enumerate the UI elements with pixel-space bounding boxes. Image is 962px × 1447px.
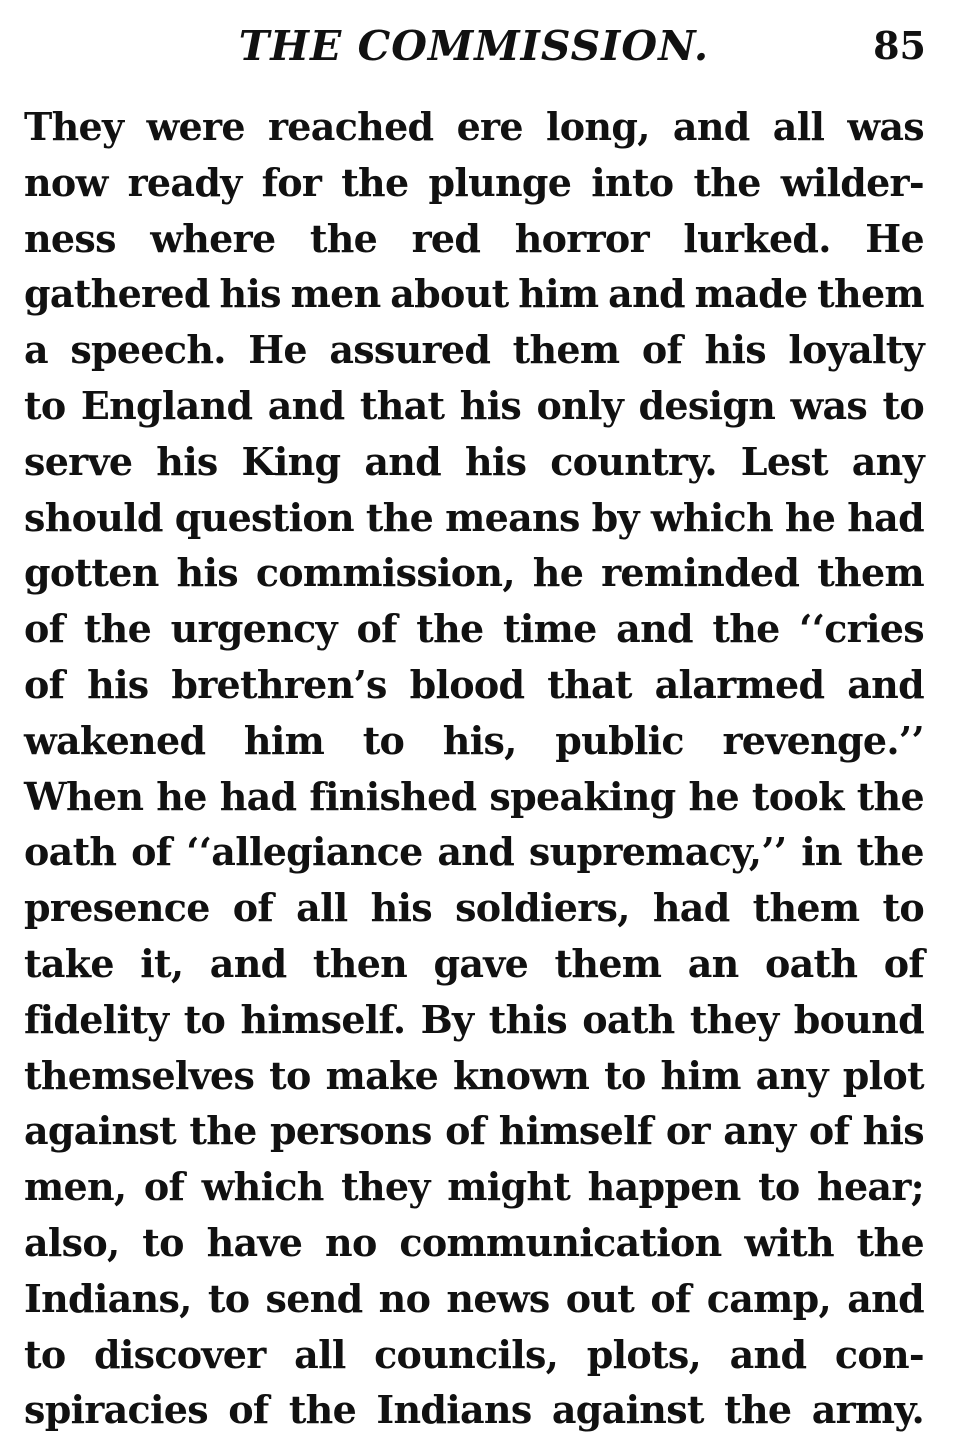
word: that [547,661,632,707]
word: a [24,327,48,373]
word: supremacy,’’ [528,829,787,875]
word: discover [94,1331,266,1377]
word: England [80,382,253,428]
word: them [752,885,860,931]
word: against [24,1108,176,1154]
word: plots, [586,1331,702,1377]
word: which [201,1164,324,1210]
word: themselves [24,1052,255,1098]
word: the [309,215,378,261]
word: to [362,717,405,763]
word: the [856,829,924,875]
word: blood [409,661,525,707]
word: Indians, [24,1275,192,1321]
word: presence [24,885,210,931]
word: or [665,1108,710,1154]
word: serve [24,438,133,484]
word: the [856,773,924,819]
word: they [689,996,779,1042]
word: any [755,1052,828,1098]
word: the [856,1219,924,1265]
word: the [189,1108,257,1154]
word: all [294,1331,346,1377]
text-line [24,601,924,657]
text-line [24,713,924,769]
text-line [24,378,924,434]
text-line [24,155,924,211]
word: of [131,829,172,875]
word: was [847,104,924,149]
word: and [364,438,442,484]
word: to [24,1331,66,1377]
word: They [24,104,124,149]
word: the [288,1387,357,1433]
word: any [723,1108,796,1154]
word: out [565,1275,635,1321]
word: ‘‘allegiance [186,829,423,875]
word: means [445,494,580,540]
text-line [24,490,924,546]
word: all [296,885,348,931]
text-line [24,769,924,825]
word: he [688,773,739,819]
word: himself [498,1108,653,1154]
word: fidelity [24,996,169,1042]
word: oath [24,829,117,875]
text-line [24,1103,924,1159]
word: and [608,271,685,317]
word: of [356,606,397,652]
word: commission, [255,550,515,596]
word: send [265,1275,363,1321]
word: his [87,661,149,707]
word: bound [793,996,924,1042]
word: to [882,885,924,931]
text-line [24,992,924,1048]
word: oath [764,940,858,986]
text-line [24,1382,924,1438]
word: of [232,885,274,931]
word: soldiers, [455,885,630,931]
word: this [488,996,567,1042]
word: of [883,940,924,986]
word: had [219,773,297,819]
word: news [446,1275,550,1321]
word: hear; [817,1164,924,1210]
text-line [24,266,924,322]
word: wakened [24,717,206,763]
word: army. [811,1387,924,1433]
word: urgency [170,606,337,652]
word: ness [24,215,116,261]
word: He [865,215,924,261]
word: alarmed [654,661,825,707]
word: the [365,494,434,540]
word: in [801,829,842,875]
word: was [790,382,868,428]
word: about [390,271,509,317]
word: now [24,159,108,205]
word: camp, [706,1275,832,1321]
word: of [808,1108,850,1154]
word: his [370,885,432,931]
word: his, [442,717,517,763]
word: speech. [70,327,226,373]
word: reminded [601,550,800,596]
word: He [248,327,307,373]
page-number: 85 [873,23,926,68]
word: were [146,104,245,149]
word: make [325,1052,439,1098]
word: the [712,606,780,652]
word: and [729,1331,807,1377]
text-line [24,1327,924,1383]
text-line [24,434,924,490]
word: communication [399,1219,722,1265]
word: that [359,382,445,428]
word: the [341,159,409,205]
word: his [464,438,527,484]
word: known [453,1052,590,1098]
word: to [24,382,66,428]
text-line [24,936,924,992]
chapter-title: THE COMMISSION. [238,22,710,70]
word: the [724,1387,792,1433]
word: country. [550,438,717,484]
word: question [174,494,354,540]
word: persons [270,1108,432,1154]
word: men [290,271,381,317]
word: also, [24,1219,120,1265]
word: of [228,1387,269,1433]
word: any [851,438,924,484]
word: and [672,104,750,149]
word: against [551,1387,704,1433]
word: lurked. [683,215,831,261]
word: and [267,382,345,428]
word: of [24,661,65,707]
word: his [862,1108,924,1154]
word: with [744,1219,834,1265]
word: men, [24,1164,127,1210]
word: spiracies [24,1387,208,1433]
word: and [437,829,515,875]
word: oath [582,996,675,1042]
word: no [378,1275,431,1321]
text-line [24,824,924,880]
word: his [704,327,766,373]
word: ere [456,104,523,149]
text-line [24,1048,924,1104]
word: plot [842,1052,924,1098]
text-line [24,211,924,267]
text-line [24,880,924,936]
word: to [604,1052,646,1098]
word: revenge.’’ [722,717,924,763]
word: they [341,1164,430,1210]
word: him [243,717,325,763]
word: horror [514,215,649,261]
text-line [24,1215,924,1271]
word: himself. [240,996,406,1042]
word: his [156,438,218,484]
word: wilder- [780,159,924,205]
word: into [591,159,674,205]
word: an [687,940,739,986]
word: where [150,215,276,261]
word: and [616,606,693,652]
word: of [650,1275,691,1321]
word: to [183,996,226,1042]
word: design [638,382,776,428]
word: and [847,1275,924,1321]
word: them [554,940,662,986]
word: By [420,996,474,1042]
word: speaking [489,773,676,819]
text-line [24,1159,924,1215]
text-line [24,1271,924,1327]
text-line [24,99,924,155]
word: had [652,885,730,931]
word: con- [834,1331,924,1377]
word: all [772,104,825,149]
word: he [784,494,836,540]
word: him [518,271,599,317]
word: assured [329,327,491,373]
word: of [24,606,65,652]
word: to [758,1164,800,1210]
text-line [24,657,924,713]
word: have [206,1219,303,1265]
word: Indians [376,1387,532,1433]
word: them [817,550,924,596]
body-text [24,99,924,1438]
word: long, [546,104,650,149]
word: When [24,773,144,819]
word: to [269,1052,311,1098]
word: Lest [740,438,828,484]
word: had [847,494,924,540]
word: his [219,271,281,317]
word: to [882,382,924,428]
text-line [24,322,924,378]
word: to [142,1219,184,1265]
word: them [512,327,620,373]
word: loyalty [788,327,924,373]
word: it, [140,940,184,986]
word: his [176,550,238,596]
word: brethren’s [171,661,387,707]
word: his [459,382,522,428]
word: time [503,606,597,652]
running-head [22,18,926,78]
text-line [24,545,924,601]
word: for [261,159,322,205]
word: them [817,271,924,317]
word: by [591,494,639,540]
word: the [416,606,484,652]
word: gotten [24,550,159,596]
word: red [411,215,481,261]
word: gave [433,940,529,986]
word: happen [587,1164,741,1210]
word: no [325,1219,377,1265]
word: ready [127,159,242,205]
word: reached [267,104,434,149]
word: he [532,550,584,596]
word: which [650,494,773,540]
word: public [555,717,684,763]
word: should [24,494,163,540]
word: of [445,1108,486,1154]
word: and [847,661,924,707]
word: to [207,1275,250,1321]
word: then [312,940,408,986]
word: gathered [24,271,210,317]
word: made [694,271,808,317]
word: he [156,773,207,819]
word: of [143,1164,185,1210]
word: of [641,327,683,373]
word: plunge [428,159,572,205]
word: ‘‘cries [799,606,924,652]
word: only [536,382,624,428]
word: might [447,1164,571,1210]
word: the [693,159,761,205]
word: and [209,940,287,986]
word: the [83,606,152,652]
word: take [24,940,114,986]
word: councils, [374,1331,559,1377]
word: him [660,1052,741,1098]
word: King [241,438,341,484]
word: took [751,773,844,819]
word: finished [309,773,477,819]
